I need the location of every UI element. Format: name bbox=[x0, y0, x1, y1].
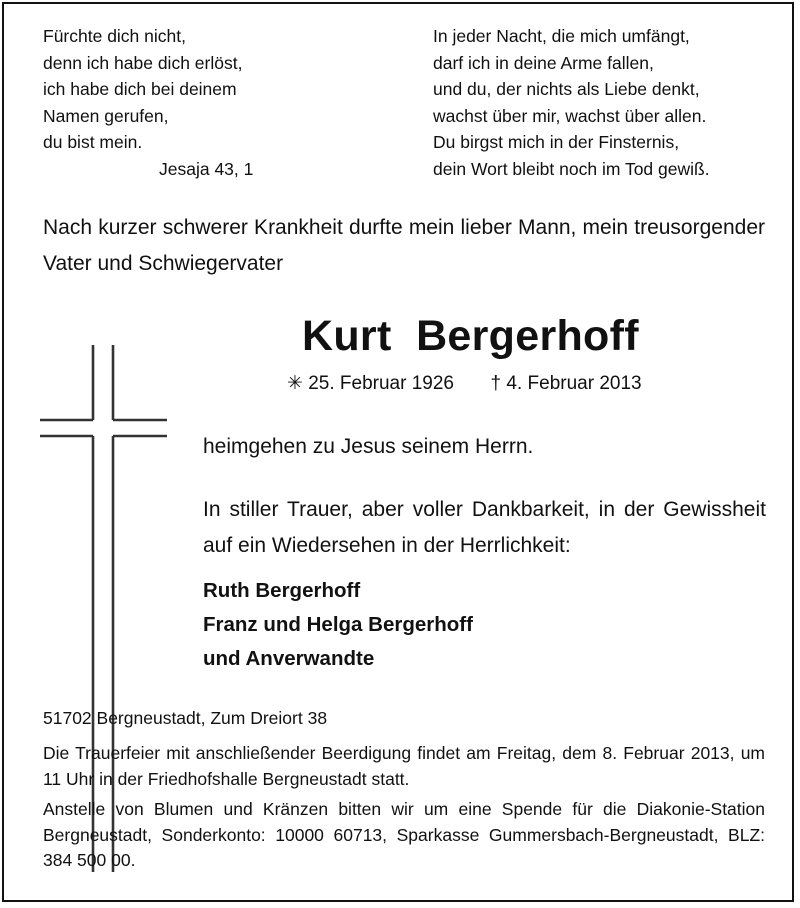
verse-line: Namen gerufen, bbox=[43, 105, 169, 126]
mourner-name: Franz und Helga Bergerhoff bbox=[203, 613, 473, 636]
verse-line: du bist mein. bbox=[43, 132, 143, 153]
verse-line: Fürchte dich nicht, bbox=[43, 26, 186, 46]
life-dates bbox=[287, 372, 642, 395]
death-date: 4. Februar 2013 bbox=[506, 373, 642, 394]
birth-star-icon: ✳ bbox=[287, 373, 303, 394]
bible-verse bbox=[43, 23, 253, 183]
mourner-name: und Anverwandte bbox=[203, 647, 375, 670]
poem-line: In jeder Nacht, die mich umfängt, bbox=[433, 26, 690, 46]
mourners-list bbox=[203, 574, 473, 676]
poem-line: und du, der nichts als Liebe denkt, bbox=[433, 79, 700, 100]
poem-line: Du birgst mich in der Finsternis, bbox=[433, 132, 680, 153]
verse-line: ich habe dich bei deinem bbox=[43, 79, 237, 100]
birth-date: 25. Februar 1926 bbox=[308, 373, 454, 394]
poem-line: dein Wort bleibt noch im Tod gewiß. bbox=[433, 158, 710, 179]
death-cross-icon: † bbox=[490, 373, 502, 394]
mourner-name: Ruth Bergerhoff bbox=[203, 579, 361, 602]
intro-text: Nach kurzer schwerer Krankheit durfte mein lieber Mann, mein treusorgender Vater und Schwiegervater bbox=[43, 216, 765, 275]
verse-line: denn ich habe dich erlöst, bbox=[43, 52, 243, 73]
address: 51702 Bergneustadt, Zum Dreiort 38 bbox=[43, 708, 328, 728]
verse-reference: Jesaja 43, 1 bbox=[159, 158, 254, 179]
donation-info: Anstelle von Blumen und Kränzen bitten wir um eine Spende für die Diakonie-Station Bergneustadt, Sonderkonto: 10000 60713, Sparkasse Gummersbach-Bergneustadt, BLZ: 384 500 00. bbox=[43, 799, 765, 870]
funeral-info: Die Trauerfeier mit anschließender Beerdigung findet am Freitag, dem 8. Februar 2013, um 11 Uhr in der Friedhofshalle Bergneustadt statt. bbox=[43, 743, 765, 789]
deceased-name: Kurt Bergerhoff bbox=[302, 312, 639, 360]
heimgehen-text: heimgehen zu Jesus seinem Herrn. bbox=[203, 435, 534, 458]
cross-icon bbox=[40, 345, 168, 875]
poem-verse bbox=[433, 23, 710, 183]
mourning-text: In stiller Trauer, aber voller Dankbarkeit, in der Gewissheit auf ein Wiedersehen in der Herrlichkeit: bbox=[203, 498, 766, 557]
poem-line: wachst über mir, wachst über allen. bbox=[433, 105, 707, 126]
poem-line: darf ich in deine Arme fallen, bbox=[433, 52, 654, 73]
